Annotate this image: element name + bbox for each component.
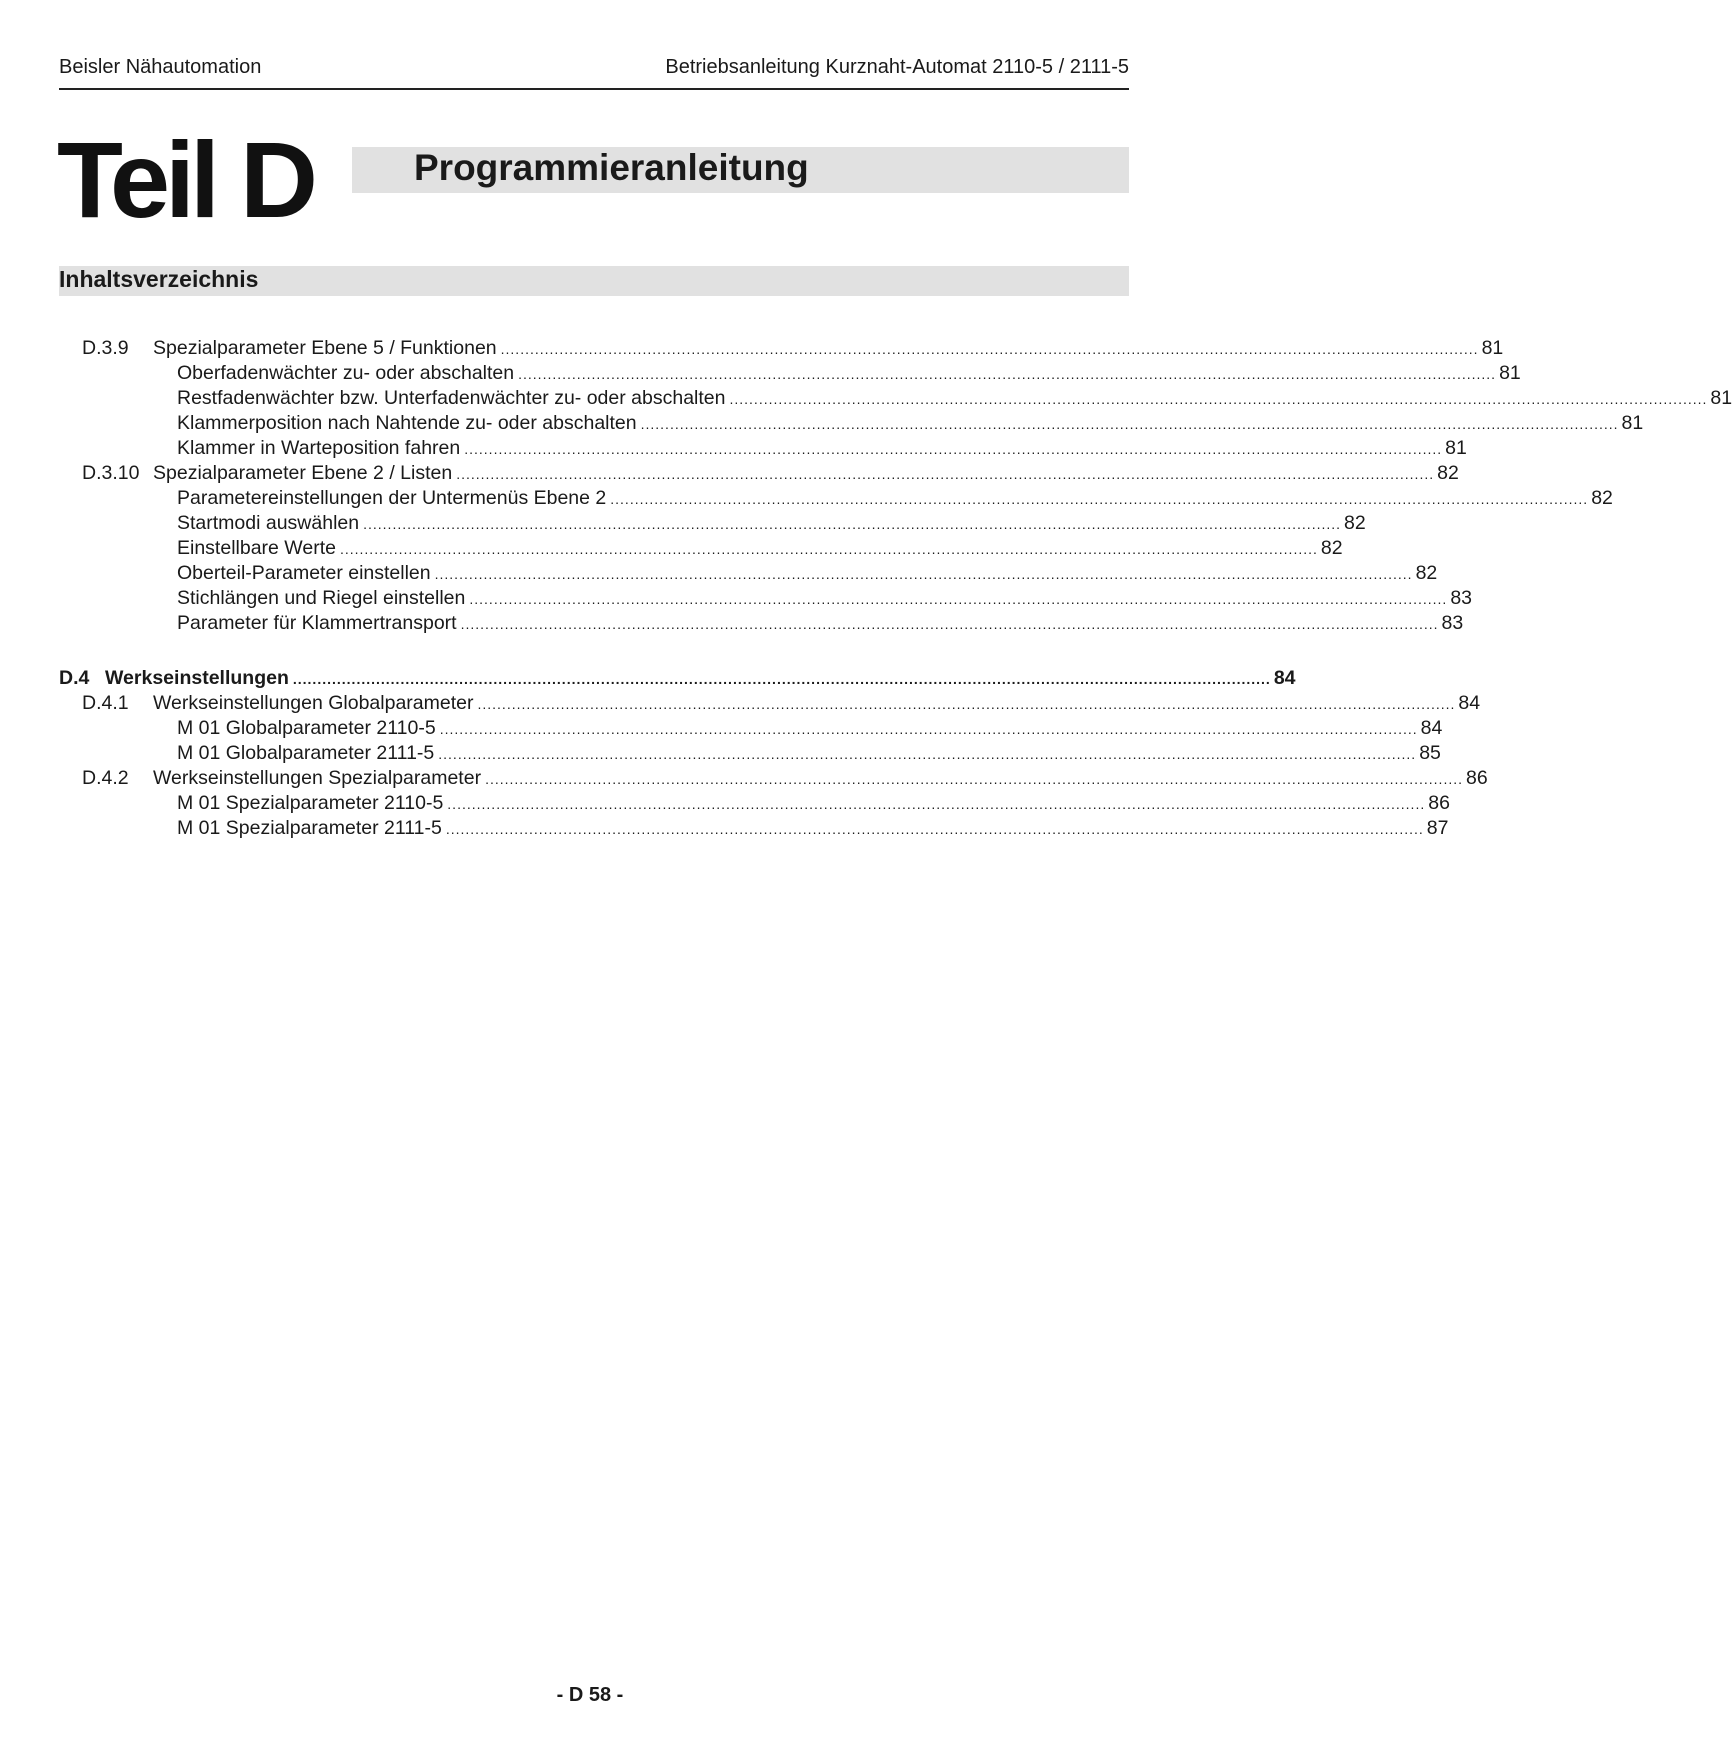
toc-leader-dots: ........................................................................................................................................................................................................: [500, 341, 1479, 357]
toc-leader-dots: ........................................................................................................................................................................................................: [363, 516, 1342, 532]
toc-page-number: 82: [1591, 487, 1613, 509]
toc-leader-dots: ........................................................................................................................................................................................................: [477, 696, 1456, 712]
toc-page-number: 81: [1621, 412, 1644, 434]
part-label: Teil D: [57, 119, 314, 240]
toc-heading: Inhaltsverzeichnis: [59, 266, 259, 292]
toc-leader-dots: ........................................................................................................................................................................................................: [485, 771, 1464, 787]
toc-entry-title: Einstellbare Werte: [177, 537, 336, 559]
toc-row[interactable]: [0, 816, 1449, 841]
toc-page-number: 85: [1419, 742, 1441, 764]
header-manual-title: Betriebsanleitung Kurznaht-Automat 2110-5 / 2111-5: [665, 56, 1129, 78]
toc-row[interactable]: [0, 411, 1644, 436]
toc-page-number: 82: [1415, 562, 1438, 584]
toc-leader-dots: ........................................................................................................................................................................................................: [439, 721, 1418, 737]
toc-row[interactable]: [0, 436, 1467, 461]
toc-entry-title: Oberteil-Parameter einstellen: [177, 562, 431, 584]
header-divider: [59, 88, 1129, 90]
toc-leader-dots: ........................................................................................................................................................................................................: [447, 796, 1426, 812]
toc-row[interactable]: [0, 511, 1366, 536]
toc-entry-title: Oberfadenwächter zu- oder abschalten: [177, 362, 515, 384]
toc-page-number: 81: [1481, 337, 1504, 359]
toc-entry-title: Werkseinstellungen Globalparameter: [153, 692, 474, 714]
toc-page-number: 81: [1499, 362, 1521, 384]
toc-section-number: D.4.1: [82, 692, 129, 714]
toc-row[interactable]: [0, 666, 1296, 691]
toc-entry-title: M 01 Spezialparameter 2111-5: [177, 817, 442, 839]
toc-page-number: 82: [1437, 462, 1459, 484]
toc-page-number: 83: [1450, 587, 1473, 609]
toc-page-number: 84: [1458, 692, 1481, 714]
toc-row[interactable]: [0, 691, 1481, 716]
toc-leader-dots: ........................................................................................................................................................................................................: [640, 416, 1619, 432]
toc-entry-title: Werkseinstellungen Spezialparameter: [153, 767, 482, 789]
toc-entry-title: M 01 Globalparameter 2110-5: [177, 717, 436, 739]
toc-page-number: 82: [1344, 512, 1366, 534]
toc-entry-title: Klammer in Warteposition fahren: [177, 437, 461, 459]
toc-page-number: 84: [1420, 717, 1443, 739]
toc-leader-dots: ........................................................................................................................................................................................................: [518, 366, 1497, 382]
toc-row[interactable]: [0, 336, 1504, 361]
page-header: [59, 54, 1129, 82]
toc-page-number: 87: [1426, 817, 1449, 839]
toc-leader-dots: ........................................................................................................................................................................................................: [445, 821, 1424, 837]
toc-page-number: 86: [1466, 767, 1488, 789]
toc-page-number: 84: [1273, 667, 1296, 689]
toc-row[interactable]: [0, 791, 1450, 816]
toc-entry-title: Parametereinstellungen der Untermenüs Ebene 2: [177, 487, 607, 509]
toc-entry-title: M 01 Globalparameter 2111-5: [177, 742, 435, 764]
toc-leader-dots: ........................................................................................................................................................................................................: [469, 591, 1448, 607]
page-number: - D 58 -: [556, 1684, 624, 1706]
toc-section-number: D.4: [59, 667, 90, 689]
toc-page-number: 81: [1445, 437, 1467, 459]
toc-row[interactable]: [0, 386, 1732, 411]
toc-leader-dots: ........................................................................................................................................................................................................: [456, 466, 1435, 482]
toc-leader-dots: ........................................................................................................................................................................................................: [438, 746, 1417, 762]
toc-page-number: 82: [1320, 537, 1343, 559]
toc-row[interactable]: [0, 536, 1343, 561]
toc-row[interactable]: [0, 611, 1464, 636]
toc-section-number: D.3.9: [82, 337, 129, 359]
toc-row[interactable]: [0, 486, 1613, 511]
toc-row[interactable]: [0, 741, 1441, 766]
toc-row[interactable]: [0, 461, 1459, 486]
toc-page-number: 83: [1441, 612, 1464, 634]
toc-entry-title: Spezialparameter Ebene 5 / Funktionen: [153, 337, 497, 359]
toc-entry-title: Parameter für Klammertransport: [177, 612, 457, 634]
toc-leader-dots: ........................................................................................................................................................................................................: [610, 491, 1589, 507]
toc-entry-title: Spezialparameter Ebene 2 / Listen: [153, 462, 453, 484]
toc-row[interactable]: [0, 716, 1443, 741]
toc-entry-title: Klammerposition nach Nahtende zu- oder abschalten: [177, 412, 637, 434]
toc-page-number: 86: [1428, 792, 1450, 814]
header-company: Beisler Nähautomation: [59, 56, 262, 78]
part-title: Programmieranleitung: [414, 147, 809, 188]
toc-row[interactable]: [0, 561, 1438, 586]
toc-section-number: D.3.10: [82, 462, 140, 484]
toc-leader-dots: ........................................................................................................................................................................................................: [729, 391, 1708, 407]
toc-leader-dots: ........................................................................................................................................................................................................: [460, 616, 1439, 632]
toc-section-number: D.4.2: [82, 767, 129, 789]
toc-row[interactable]: [0, 766, 1488, 791]
toc-leader-dots: ........................................................................................................................................................................................................: [434, 566, 1413, 582]
toc-entry-title: Restfadenwächter bzw. Unterfadenwächter zu- oder abschalten: [177, 387, 726, 409]
toc-entry-title: Werkseinstellungen: [105, 667, 289, 689]
toc-entry-title: M 01 Spezialparameter 2110-5: [177, 792, 444, 814]
toc-row[interactable]: [0, 586, 1473, 611]
toc-leader-dots: ........................................................................................................................................................................................................: [292, 671, 1271, 687]
toc-leader-dots: ........................................................................................................................................................................................................: [339, 541, 1318, 557]
toc-leader-dots: ........................................................................................................................................................................................................: [464, 441, 1443, 457]
toc-page-number: 81: [1710, 387, 1732, 409]
toc-row[interactable]: [0, 361, 1521, 386]
toc-entry-title: Stichlängen und Riegel einstellen: [177, 587, 466, 609]
toc-entry-title: Startmodi auswählen: [177, 512, 360, 534]
